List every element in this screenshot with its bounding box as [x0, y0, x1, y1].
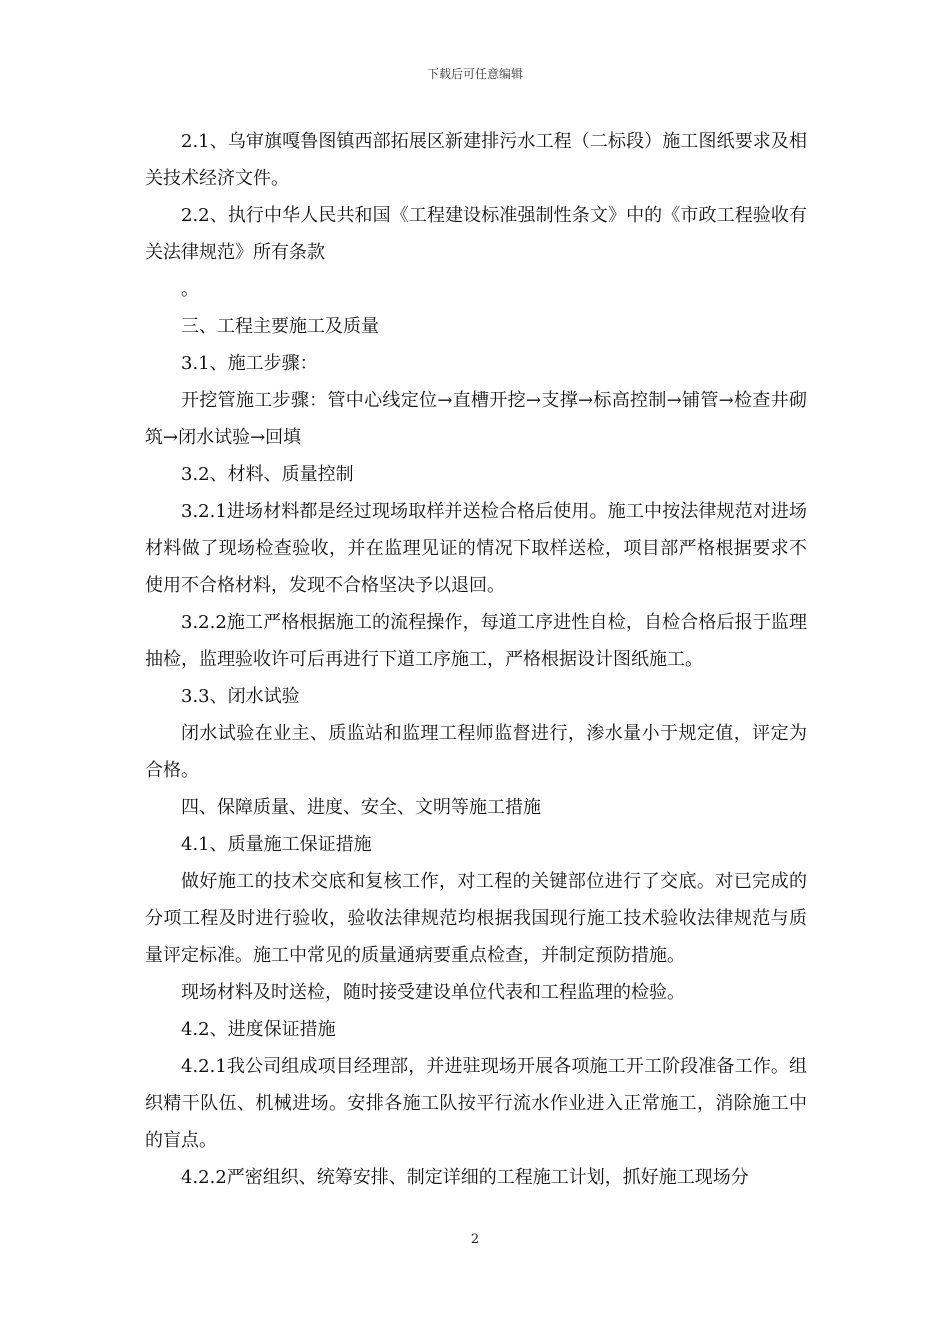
- paragraph-3-2-2: 3.2.2施工严格根据施工的流程操作，每道工序进性自检，自检合格后报于监理抽检，监理验收许可后再进行下道工序施工，严格根据设计图纸施工。: [145, 612, 807, 670]
- subheading-4-2: 4.2、进度保证措施: [181, 1019, 336, 1040]
- document-body: [145, 123, 807, 1196]
- paragraph-quality-measures: 做好施工的技术交底和复核工作，对工程的关键部位进行了交底。对已完成的分项工程及时进行验收，验收法律规范均根据我国现行施工技术验收法律规范与质量评定标准。施工中常见的质量通病要重点检查，并制定预防措施。: [145, 871, 807, 966]
- section-heading-4: 四、保障质量、进度、安全、文明等施工措施: [181, 797, 541, 818]
- subheading-3-3: 3.3、闭水试验: [181, 686, 300, 707]
- paragraph-excavation-steps: 开挖管施工步骤：管中心线定位→直槽开挖→支撑→标高控制→铺管→检查井砌筑→闭水试验→回填: [145, 390, 807, 448]
- page-number: 2: [470, 1232, 480, 1247]
- section-heading-3: 三、工程主要施工及质量: [181, 316, 379, 337]
- paragraph-2-2: 2.2、执行中华人民共和国《工程建设标准强制性条文》中的《市政工程验收有关法律规范》所有条款: [145, 205, 807, 263]
- paragraph-4-2-1: 4.2.1我公司组成项目经理部，并进驻现场开展各项施工开工阶段准备工作。组织精干队伍、机械进场。安排各施工队按平行流水作业进入正常施工，消除施工中的盲点。: [145, 1056, 807, 1151]
- subheading-3-1: 3.1、施工步骤：: [181, 353, 318, 374]
- subheading-3-2: 3.2、材料、质量控制: [181, 464, 354, 485]
- paragraph-4-2-2: 4.2.2严密组织、统筹安排、制定详细的工程施工计划，抓好施工现场分: [181, 1167, 749, 1188]
- paragraph-material-inspection: 现场材料及时送检，随时接受建设单位代表和工程监理的检验。: [181, 982, 685, 1003]
- page-header-note: 下载后可任意编辑: [426, 67, 523, 81]
- paragraph-2-1: 2.1、乌审旗嘎鲁图镇西部拓展区新建排污水工程（二标段）施工图纸要求及相关技术经济文件。: [145, 131, 807, 189]
- paragraph-period: 。: [181, 279, 199, 300]
- paragraph-closed-water-test: 闭水试验在业主、质监站和监理工程师监督进行，渗水量小于规定值，评定为合格。: [145, 723, 807, 781]
- subheading-4-1: 4.1、质量施工保证措施: [181, 834, 372, 855]
- paragraph-3-2-1: 3.2.1进场材料都是经过现场取样并送检合格后使用。施工中按法律规范对进场材料做了现场检查验收，并在监理见证的情况下取样送检，项目部严格根据要求不使用不合格材料，发现不合格坚决予以退回。: [145, 501, 807, 596]
